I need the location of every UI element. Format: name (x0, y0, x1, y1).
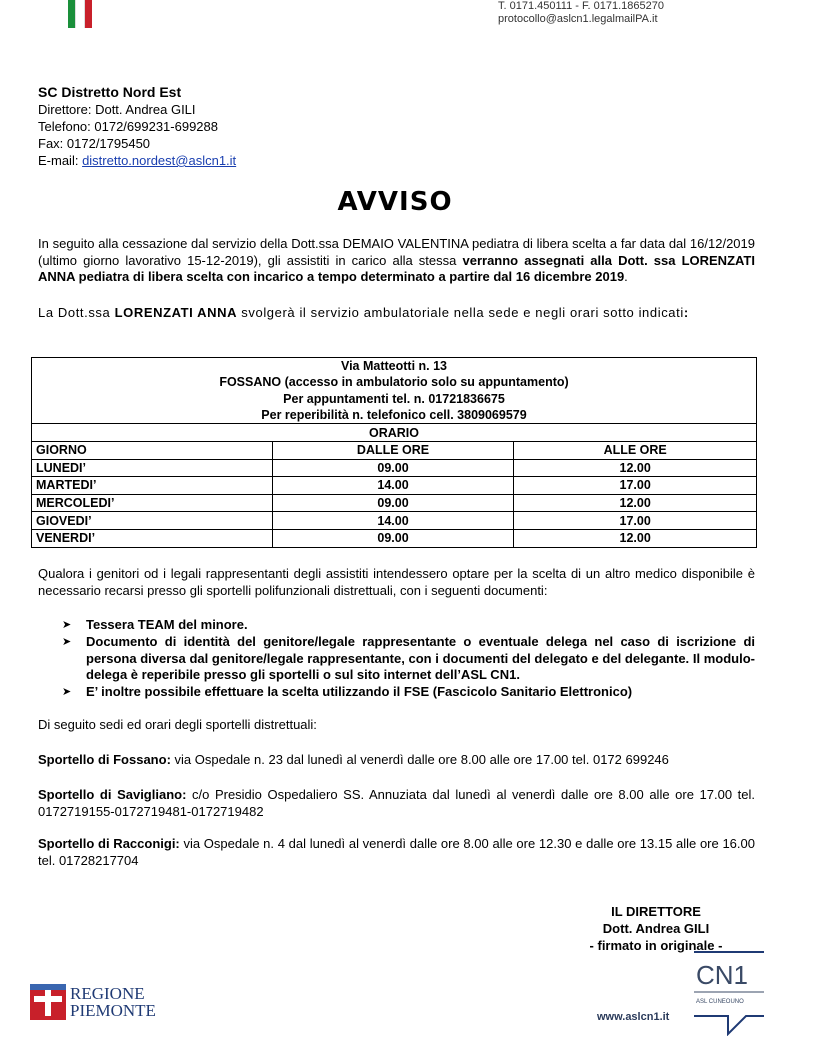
from-cell: 14.00 (272, 512, 514, 530)
from-cell: 09.00 (272, 494, 514, 512)
office-fossano (38, 752, 755, 769)
day-cell: MARTEDI’ (32, 477, 273, 495)
signature-role: IL DIRETTORE (611, 904, 701, 919)
intro-end: . (624, 269, 628, 284)
office-racconigi-text: via Ospedale n. 4 dal lunedì al venerdì dalle ore 8.00 alle ore 12.30 e dalle ore 13.15 alle ore 16.00 tel. 01728217704 (38, 836, 755, 868)
table-row (32, 459, 757, 477)
schedule-address: Via Matteotti n. 13 (32, 358, 757, 375)
italian-flag-stripe (68, 0, 92, 28)
documents-list (62, 617, 755, 701)
intro-text: In seguito alla cessazione dal servizio della Dott.ssa DEMAIO VALENTINA pediatra di libera scelta a far data dal 16/12/2019 (ultimo giorno lavorativo 15-12-2019), gli assistiti in carico alla stessa (38, 236, 755, 268)
service-colon: : (683, 305, 689, 320)
service-doctor-name: LORENZATI ANNA (114, 305, 238, 320)
list-item (62, 684, 755, 701)
to-cell: 17.00 (514, 477, 757, 495)
to-cell: 12.00 (514, 494, 757, 512)
choice-paragraph: Qualora i genitori od i legali rappresentanti degli assistiti intendessero optare per la scelta di un altro medico disponibile è necessario recarsi presso gli sportelli polifunzionali distrettuali, con i seguenti documenti: (38, 566, 755, 598)
day-cell: VENERDI’ (32, 529, 273, 547)
arrow-bullet-icon: ➤ (62, 618, 72, 631)
schedule-orario-heading: ORARIO (32, 424, 757, 442)
offices-intro: Di seguito sedi ed orari degli sportelli distrettuali: (38, 717, 317, 732)
table-row (32, 477, 757, 495)
office-email-link[interactable]: distretto.nordest@aslcn1.it (82, 153, 237, 168)
from-cell: 14.00 (272, 477, 514, 495)
day-cell: LUNEDI’ (32, 459, 273, 477)
header-phone-fax: T. 0171.450111 - F. 0171.1865270 (498, 0, 664, 12)
table-row (32, 529, 757, 547)
document-text: Tessera TEAM del minore. (86, 617, 248, 632)
list-item (62, 617, 755, 634)
list-item (62, 634, 755, 684)
column-header-day: GIORNO (32, 441, 273, 459)
signature-name: Dott. Andrea GILI (602, 920, 710, 936)
intro-bold-text: verranno assegnati alla Dott. ssa LORENZATI ANNA pediatra di libera scelta con incarico a tempo determinato a partire dal 16 dicembre 2019 (38, 252, 755, 284)
piemonte-shield-icon (30, 984, 66, 1020)
office-fossano-text: via Ospedale n. 23 dal lunedì al venerdì dalle ore 8.00 alle ore 17.00 tel. 0172 699246 (170, 752, 669, 767)
from-cell: 09.00 (272, 529, 514, 547)
office-racconigi (38, 836, 755, 869)
header-contact (498, 0, 664, 26)
service-text-end: svolgerà il servizio ambulatoriale nella sede e negli orari sotto indicati (237, 305, 684, 320)
schedule-city: FOSSANO (accesso in ambulatorio solo su appuntamento) (32, 374, 757, 391)
office-racconigi-name: Sportello di Racconigi: (38, 836, 180, 851)
column-header-to: ALLE ORE (514, 441, 757, 459)
office-savigliano (38, 787, 755, 820)
cn1-logo-subtitle: ASL CUNEOUNO (696, 999, 744, 1005)
schedule-reachability: Per reperibilità n. telefonico cell. 3809069579 (32, 407, 757, 424)
intro-paragraph (38, 236, 755, 286)
regione-piemonte-logo (30, 984, 156, 1020)
office-savigliano-name: Sportello di Savigliano: (38, 787, 187, 802)
signature-note: - firmato in originale - (589, 937, 723, 953)
office-block (38, 84, 236, 169)
office-fax: Fax: 0172/1795450 (38, 136, 151, 151)
arrow-bullet-icon: ➤ (62, 634, 72, 648)
to-cell: 12.00 (514, 459, 757, 477)
office-email-label: E-mail: (38, 153, 83, 168)
office-email-row (38, 152, 236, 169)
column-header-from: DALLE ORE (272, 441, 514, 459)
from-cell: 09.00 (272, 459, 514, 477)
asl-cn1-logo-icon (688, 948, 768, 1036)
signature-block (556, 904, 756, 954)
schedule-table (31, 357, 757, 548)
office-director: Direttore: Dott. Andrea GILI (38, 102, 196, 117)
office-phone: Telefono: 0172/699231-699288 (38, 119, 218, 134)
page-title: AVVISO (337, 187, 453, 217)
schedule-appointments: Per appuntamenti tel. n. 01721836675 (32, 391, 757, 408)
office-fossano-name: Sportello di Fossano: (38, 752, 171, 767)
cn1-logo-text: CN1 (696, 960, 749, 990)
arrow-bullet-icon: ➤ (62, 685, 72, 699)
to-cell: 17.00 (514, 512, 757, 530)
schedule-header-row (32, 441, 757, 459)
regione-line1: REGIONE (70, 984, 145, 1003)
service-paragraph (38, 305, 755, 322)
service-text-start: La Dott.ssa (38, 305, 115, 320)
office-name: SC Distretto Nord Est (38, 84, 182, 100)
header-pec: protocollo@aslcn1.legalmailPA.it (498, 13, 658, 25)
office-savigliano-text: c/o Presidio Ospedaliero SS. Annuziata dal lunedì al venerdì dalle ore 8.00 alle ore 17.00 tel. 0172719155-0172719481-0172719482 (38, 787, 755, 819)
table-row (32, 494, 757, 512)
regione-line2: PIEMONTE (70, 1001, 156, 1020)
to-cell: 12.00 (514, 529, 757, 547)
document-text: Documento di identità del genitore/legale rappresentante o eventuale delega nel caso di iscrizione di persona diversa dal genitore/legale rappresentante, con i documenti del delegato e del delegante. Il modulo-delega è reperibile presso gli sportelli o sul sito internet dell’ASL CN1. (86, 633, 755, 683)
day-cell: GIOVEDI’ (32, 512, 273, 530)
table-row (32, 512, 757, 530)
day-cell: MERCOLEDI’ (32, 494, 273, 512)
document-text: E’ inoltre possibile effettuare la scelta utilizzando il FSE (Fascicolo Sanitario Elettronico) (86, 684, 633, 700)
footer-url[interactable]: www.aslcn1.it (597, 1011, 670, 1023)
